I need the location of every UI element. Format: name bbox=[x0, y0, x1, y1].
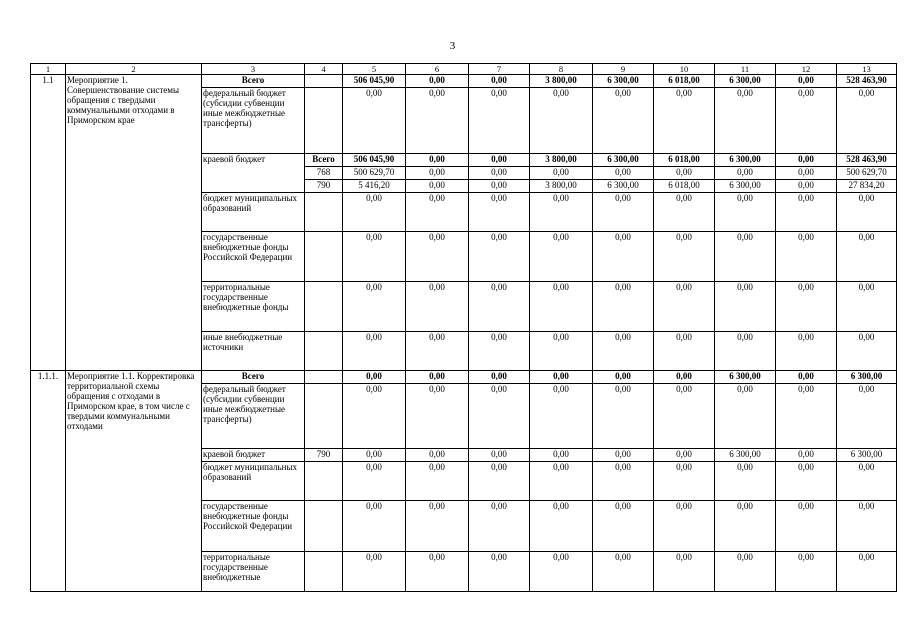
value-cell: 0,00 bbox=[776, 75, 837, 88]
value-cell: 0,00 bbox=[654, 332, 715, 371]
event-title: Мероприятие 1.1. Корректировка территориальной схемы обращения с отходами в Приморском крае, в том числе с твердыми коммунальными отходами bbox=[66, 371, 202, 592]
column-header: 5 bbox=[343, 64, 406, 75]
value-cell: 506 045,90 bbox=[343, 75, 406, 88]
value-cell: 0,00 bbox=[837, 282, 897, 332]
header-row bbox=[31, 64, 897, 75]
value-cell: 0,00 bbox=[343, 449, 406, 462]
value-cell: 6 018,00 bbox=[654, 180, 715, 193]
value-cell: 6 300,00 bbox=[593, 75, 654, 88]
financing-table bbox=[30, 63, 897, 592]
value-cell: 0,00 bbox=[469, 88, 530, 154]
value-cell: 0,00 bbox=[406, 449, 469, 462]
value-cell: 0,00 bbox=[837, 332, 897, 371]
value-cell: 0,00 bbox=[469, 501, 530, 552]
value-cell: 0,00 bbox=[776, 332, 837, 371]
value-cell: 0,00 bbox=[406, 154, 469, 167]
code-cell bbox=[305, 462, 343, 501]
value-cell: 0,00 bbox=[715, 332, 776, 371]
source-label: федеральный бюджет (субсидии субвенции иные межбюджетные трансферты) bbox=[202, 88, 305, 154]
value-cell: 0,00 bbox=[406, 88, 469, 154]
value-cell: 0,00 bbox=[406, 75, 469, 88]
column-header: 9 bbox=[593, 64, 654, 75]
value-cell: 0,00 bbox=[715, 552, 776, 592]
value-cell: 0,00 bbox=[776, 167, 837, 180]
value-cell: 0,00 bbox=[530, 232, 593, 282]
event-number: 1.1 bbox=[31, 75, 66, 371]
column-header: 7 bbox=[469, 64, 530, 75]
value-cell: 0,00 bbox=[469, 180, 530, 193]
value-cell: 0,00 bbox=[406, 193, 469, 232]
value-cell: 0,00 bbox=[469, 232, 530, 282]
code-cell bbox=[305, 501, 343, 552]
value-cell: 6 018,00 bbox=[654, 154, 715, 167]
value-cell: 0,00 bbox=[593, 384, 654, 449]
value-cell: 0,00 bbox=[715, 384, 776, 449]
source-label: иные внебюджетные источники bbox=[202, 332, 305, 371]
value-cell: 0,00 bbox=[837, 232, 897, 282]
value-cell: 6 300,00 bbox=[837, 371, 897, 384]
value-cell: 3 800,00 bbox=[530, 154, 593, 167]
event-total-row bbox=[31, 371, 897, 384]
source-label: территориальные государственные внебюджетные bbox=[202, 552, 305, 592]
code-cell: 768 bbox=[305, 167, 343, 180]
value-cell: 0,00 bbox=[343, 88, 406, 154]
value-cell: 528 463,90 bbox=[837, 154, 897, 167]
value-cell: 0,00 bbox=[469, 332, 530, 371]
code-cell bbox=[305, 332, 343, 371]
value-cell: 0,00 bbox=[343, 232, 406, 282]
value-cell: 506 045,90 bbox=[343, 154, 406, 167]
code-cell: 790 bbox=[305, 449, 343, 462]
value-cell: 6 300,00 bbox=[715, 371, 776, 384]
value-cell: 0,00 bbox=[837, 501, 897, 552]
column-header: 13 bbox=[837, 64, 897, 75]
value-cell: 0,00 bbox=[343, 193, 406, 232]
source-label: краевой бюджет bbox=[202, 449, 305, 462]
value-cell: 0,00 bbox=[776, 282, 837, 332]
value-cell: 0,00 bbox=[593, 501, 654, 552]
value-cell: 0,00 bbox=[593, 462, 654, 501]
code-cell bbox=[305, 282, 343, 332]
code-cell bbox=[305, 193, 343, 232]
source-label: государственные внебюджетные фонды Российской Федерации bbox=[202, 501, 305, 552]
value-cell: 0,00 bbox=[776, 501, 837, 552]
value-cell: 0,00 bbox=[406, 462, 469, 501]
value-cell: 6 018,00 bbox=[654, 75, 715, 88]
value-cell: 6 300,00 bbox=[715, 180, 776, 193]
value-cell: 0,00 bbox=[530, 462, 593, 501]
value-cell: 0,00 bbox=[837, 552, 897, 592]
column-header: 8 bbox=[530, 64, 593, 75]
column-header: 2 bbox=[66, 64, 202, 75]
table-body bbox=[31, 64, 897, 592]
value-cell: 0,00 bbox=[530, 282, 593, 332]
value-cell: 0,00 bbox=[654, 167, 715, 180]
column-header: 6 bbox=[406, 64, 469, 75]
value-cell: 0,00 bbox=[469, 167, 530, 180]
value-cell: 0,00 bbox=[406, 371, 469, 384]
value-cell: 6 300,00 bbox=[715, 75, 776, 88]
value-cell: 0,00 bbox=[654, 462, 715, 501]
value-cell: 0,00 bbox=[343, 462, 406, 501]
value-cell: 0,00 bbox=[530, 371, 593, 384]
value-cell: 0,00 bbox=[776, 371, 837, 384]
value-cell: 0,00 bbox=[654, 232, 715, 282]
value-cell: 0,00 bbox=[715, 167, 776, 180]
value-cell: 0,00 bbox=[593, 282, 654, 332]
value-cell: 0,00 bbox=[654, 193, 715, 232]
code-cell: Всего bbox=[305, 154, 343, 167]
source-label: краевой бюджет bbox=[202, 154, 305, 193]
value-cell: 0,00 bbox=[406, 232, 469, 282]
value-cell: 500 629,70 bbox=[343, 167, 406, 180]
column-header: 11 bbox=[715, 64, 776, 75]
value-cell: 0,00 bbox=[343, 501, 406, 552]
column-header: 10 bbox=[654, 64, 715, 75]
value-cell: 0,00 bbox=[469, 384, 530, 449]
value-cell: 0,00 bbox=[776, 180, 837, 193]
value-cell: 0,00 bbox=[406, 282, 469, 332]
value-cell: 0,00 bbox=[530, 193, 593, 232]
value-cell: 0,00 bbox=[469, 154, 530, 167]
code-cell bbox=[305, 384, 343, 449]
value-cell: 500 629,70 bbox=[837, 167, 897, 180]
value-cell: 0,00 bbox=[715, 462, 776, 501]
value-cell: 0,00 bbox=[593, 232, 654, 282]
value-cell: 0,00 bbox=[343, 332, 406, 371]
value-cell: 0,00 bbox=[343, 371, 406, 384]
value-cell: 0,00 bbox=[715, 282, 776, 332]
event-number: 1.1.1. bbox=[31, 371, 66, 592]
value-cell: 0,00 bbox=[469, 75, 530, 88]
value-cell: 0,00 bbox=[776, 384, 837, 449]
value-cell: 0,00 bbox=[593, 88, 654, 154]
value-cell: 0,00 bbox=[776, 552, 837, 592]
value-cell: 0,00 bbox=[654, 501, 715, 552]
column-header: 3 bbox=[202, 64, 305, 75]
value-cell: 0,00 bbox=[530, 167, 593, 180]
value-cell: 0,00 bbox=[406, 167, 469, 180]
page-number: 3 bbox=[449, 40, 456, 52]
value-cell: 0,00 bbox=[776, 88, 837, 154]
code-cell bbox=[305, 75, 343, 88]
code-cell: 790 bbox=[305, 180, 343, 193]
value-cell: 0,00 bbox=[593, 167, 654, 180]
value-cell: 0,00 bbox=[715, 501, 776, 552]
code-cell bbox=[305, 232, 343, 282]
value-cell: 0,00 bbox=[406, 552, 469, 592]
value-cell: 0,00 bbox=[654, 88, 715, 154]
value-cell: 0,00 bbox=[654, 449, 715, 462]
value-cell: 27 834,20 bbox=[837, 180, 897, 193]
value-cell: 0,00 bbox=[715, 88, 776, 154]
code-cell bbox=[305, 552, 343, 592]
value-cell: 0,00 bbox=[654, 552, 715, 592]
value-cell: 0,00 bbox=[593, 193, 654, 232]
source-label: Всего bbox=[202, 75, 305, 88]
value-cell: 0,00 bbox=[776, 232, 837, 282]
column-header: 12 bbox=[776, 64, 837, 75]
source-label: государственные внебюджетные фонды Российской Федерации bbox=[202, 232, 305, 282]
value-cell: 6 300,00 bbox=[593, 180, 654, 193]
event-total-row bbox=[31, 75, 897, 88]
value-cell: 0,00 bbox=[530, 552, 593, 592]
value-cell: 6 300,00 bbox=[837, 449, 897, 462]
value-cell: 0,00 bbox=[715, 193, 776, 232]
value-cell: 0,00 bbox=[530, 88, 593, 154]
value-cell: 0,00 bbox=[406, 501, 469, 552]
source-label: бюджет муниципальных образований bbox=[202, 193, 305, 232]
value-cell: 5 416,20 bbox=[343, 180, 406, 193]
value-cell: 0,00 bbox=[776, 449, 837, 462]
value-cell: 0,00 bbox=[530, 384, 593, 449]
source-label: федеральный бюджет (субсидии субвенции иные межбюджетные трансферты) bbox=[202, 384, 305, 449]
value-cell: 0,00 bbox=[593, 332, 654, 371]
value-cell: 0,00 bbox=[654, 371, 715, 384]
value-cell: 0,00 bbox=[654, 384, 715, 449]
value-cell: 0,00 bbox=[837, 462, 897, 501]
source-label: Всего bbox=[202, 371, 305, 384]
value-cell: 0,00 bbox=[654, 282, 715, 332]
value-cell: 0,00 bbox=[469, 462, 530, 501]
value-cell: 6 300,00 bbox=[715, 449, 776, 462]
value-cell: 6 300,00 bbox=[715, 154, 776, 167]
value-cell: 3 800,00 bbox=[530, 75, 593, 88]
source-label: территориальные государственные внебюджетные фонды bbox=[202, 282, 305, 332]
value-cell: 0,00 bbox=[343, 552, 406, 592]
value-cell: 0,00 bbox=[469, 193, 530, 232]
value-cell: 0,00 bbox=[343, 282, 406, 332]
value-cell: 0,00 bbox=[715, 232, 776, 282]
value-cell: 0,00 bbox=[776, 154, 837, 167]
code-cell bbox=[305, 371, 343, 384]
value-cell: 0,00 bbox=[530, 501, 593, 552]
value-cell: 0,00 bbox=[776, 462, 837, 501]
source-label: бюджет муниципальных образований bbox=[202, 462, 305, 501]
value-cell: 528 463,90 bbox=[837, 75, 897, 88]
value-cell: 6 300,00 bbox=[593, 154, 654, 167]
value-cell: 0,00 bbox=[530, 332, 593, 371]
column-header: 1 bbox=[31, 64, 66, 75]
value-cell: 0,00 bbox=[469, 552, 530, 592]
value-cell: 0,00 bbox=[406, 332, 469, 371]
value-cell: 0,00 bbox=[837, 193, 897, 232]
event-title: Мероприятие 1. Совершенствование системы обращения с твердыми коммунальными отходами в Приморском крае bbox=[66, 75, 202, 371]
value-cell: 3 800,00 bbox=[530, 180, 593, 193]
value-cell: 0,00 bbox=[593, 552, 654, 592]
value-cell: 0,00 bbox=[776, 193, 837, 232]
value-cell: 0,00 bbox=[406, 180, 469, 193]
value-cell: 0,00 bbox=[469, 371, 530, 384]
code-cell bbox=[305, 88, 343, 154]
value-cell: 0,00 bbox=[406, 384, 469, 449]
value-cell: 0,00 bbox=[593, 371, 654, 384]
value-cell: 0,00 bbox=[837, 384, 897, 449]
value-cell: 0,00 bbox=[469, 282, 530, 332]
value-cell: 0,00 bbox=[530, 449, 593, 462]
value-cell: 0,00 bbox=[469, 449, 530, 462]
value-cell: 0,00 bbox=[343, 384, 406, 449]
value-cell: 0,00 bbox=[593, 449, 654, 462]
column-header: 4 bbox=[305, 64, 343, 75]
value-cell: 0,00 bbox=[837, 88, 897, 154]
